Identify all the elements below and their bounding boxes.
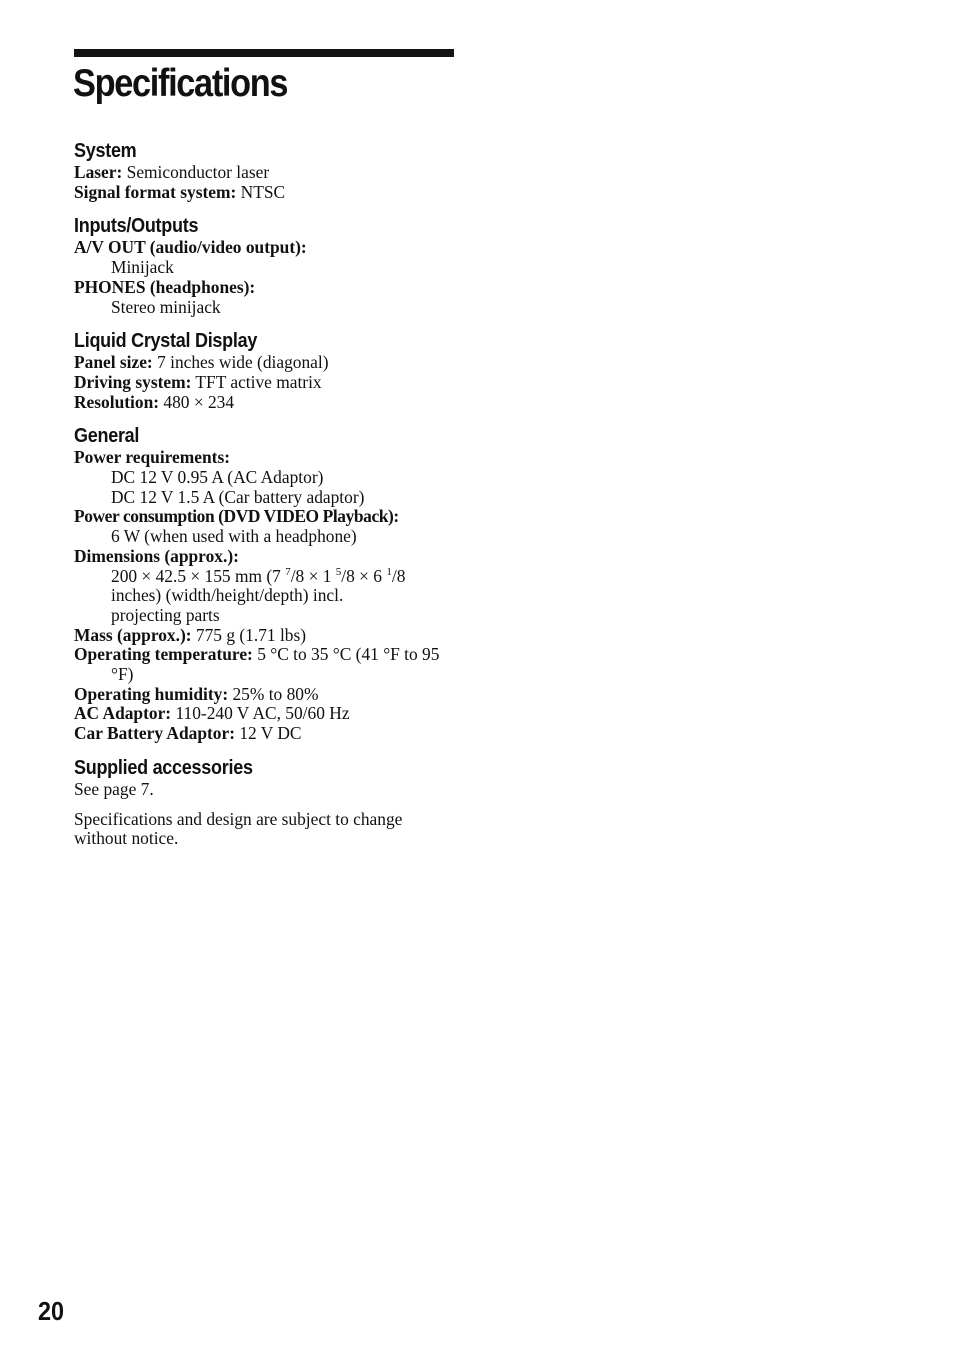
spec-value: 480 × 234 <box>159 391 235 412</box>
spec-mass <box>74 626 459 646</box>
spec-panel-size <box>74 353 459 373</box>
page-number: 20 <box>38 1296 65 1326</box>
dim-sup: 5 <box>335 565 342 578</box>
spec-label: Panel size: <box>74 352 153 373</box>
section-heading: System <box>74 140 137 162</box>
spec-signal-format <box>74 183 459 203</box>
spec-value: 6 W (when used with a headphone) <box>111 526 357 547</box>
section-heading: General <box>74 425 140 448</box>
spec-value: projecting parts <box>111 604 220 625</box>
spec-label: Mass (approx.): <box>74 624 192 645</box>
spec-dimensions <box>74 547 459 567</box>
spec-value: Semiconductor laser <box>122 162 270 182</box>
dim-text: 200 × 42.5 × 155 mm (7 <box>111 565 286 586</box>
spec-power-requirements <box>74 448 459 468</box>
dim-text: /8 × 1 <box>290 565 336 586</box>
section-system <box>74 139 459 202</box>
page-title: Specifications <box>73 62 288 105</box>
spec-operating-temperature <box>74 645 459 684</box>
spec-value: DC 12 V 1.5 A (Car battery adaptor) <box>111 486 365 507</box>
section-heading: Liquid Crystal Display <box>74 330 258 353</box>
section-inputs-outputs <box>74 214 459 317</box>
accessories-text: See page 7. <box>74 778 154 799</box>
spec-value: TFT active matrix <box>191 371 322 392</box>
spec-value: 12 V DC <box>235 723 302 744</box>
spec-value: 775 g (1.71 lbs) <box>191 624 307 645</box>
spec-label: Power consumption (DVD VIDEO Playback): <box>74 506 399 527</box>
spec-power-consumption <box>74 507 459 527</box>
dim-text: /8 <box>391 565 406 586</box>
spec-label: AC Adaptor: <box>74 703 172 724</box>
spec-ac-adaptor <box>74 704 459 724</box>
section-general <box>74 424 459 744</box>
spec-resolution <box>74 393 459 413</box>
dim-sup: 1 <box>386 565 392 578</box>
section-accessories <box>74 756 459 800</box>
notice-text: Specifications and design are subject to change without notice. <box>74 808 403 849</box>
spec-label: Dimensions (approx.): <box>74 545 239 566</box>
spec-value: 7 inches wide (diagonal) <box>152 352 329 373</box>
dim-sup: 7 <box>285 565 291 578</box>
spec-label: PHONES (headphones): <box>74 276 256 297</box>
spec-label: Operating temperature: <box>74 644 253 665</box>
spec-label: Driving system: <box>74 371 192 392</box>
spec-operating-humidity <box>74 685 459 705</box>
spec-value: Minijack <box>111 257 174 278</box>
section-heading: Supplied accessories <box>74 756 253 779</box>
spec-label: Resolution: <box>74 391 160 412</box>
spec-value: 25% to 80% <box>228 683 319 704</box>
spec-value: DC 12 V 0.95 A (AC Adaptor) <box>111 467 324 488</box>
section-heading: Inputs/Outputs <box>74 215 199 238</box>
spec-label: Laser: <box>74 162 123 182</box>
spec-laser <box>74 163 459 183</box>
spec-value: inches) (width/height/depth) incl. <box>111 585 344 606</box>
spec-value: NTSC <box>236 181 286 202</box>
dim-text: /8 × 6 <box>341 565 387 586</box>
specifications-content <box>74 139 459 859</box>
spec-value: 110-240 V AC, 50/60 Hz <box>171 703 350 724</box>
spec-label: Operating humidity: <box>74 683 229 704</box>
spec-driving-system <box>74 373 459 393</box>
spec-value <box>74 567 459 587</box>
spec-av-out <box>74 238 459 258</box>
header-rule <box>74 49 454 57</box>
spec-value: Stereo minijack <box>111 296 221 317</box>
spec-phones <box>74 278 459 298</box>
spec-label: Power requirements: <box>74 447 230 468</box>
spec-value: 5 °C to 35 °C (41 °F to 95 °F) <box>111 644 440 685</box>
spec-label: Car Battery Adaptor: <box>74 723 235 744</box>
spec-car-battery-adaptor <box>74 724 459 744</box>
spec-label: A/V OUT (audio/video output): <box>74 237 307 258</box>
spec-label: Signal format system: <box>74 181 237 202</box>
section-lcd <box>74 329 459 412</box>
